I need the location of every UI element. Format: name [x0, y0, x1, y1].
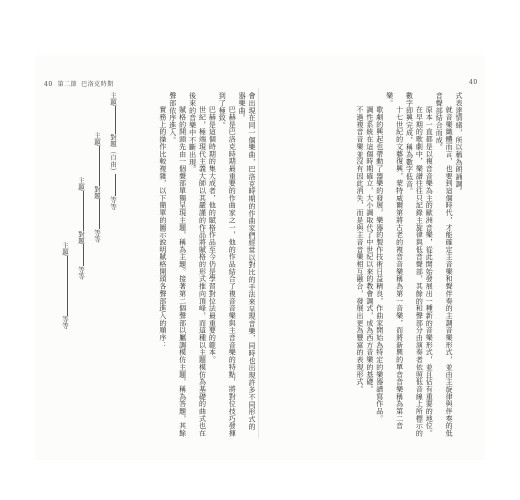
voice-label: 主題: [61, 242, 69, 256]
paragraph: 不過複音音樂並沒有因此消失，而是與主音音樂相互融合，發展出更為豐富的表現形式。: [355, 106, 364, 393]
paragraph: 巴赫是這個時期的集大成者，他的賦格作品至今仍是學習對位法最重要的範本。: [208, 106, 217, 364]
paragraph: 賦格的開頭先由一個聲部單獨呈現主題，稱為主題。接著第二個聲部以屬調模仿主題，稱為答題，其餘聲部依序進入。: [168, 92, 187, 437]
left-page-number: 40: [44, 81, 53, 88]
voice-3: [77, 177, 86, 280]
voice-trailing: 等等: [77, 266, 85, 280]
paragraph: 歌劇的興起也帶動了器樂的發展，樂器的製作技術日益精良，作曲家開始為特定的樂器譜寫作品。: [375, 106, 384, 423]
paragraph: 世紀，極端現代主義大師以其嚴謹的作品將賦格的形式推向頂峰，而這種以主題模仿為基礎的曲式也在後來的音樂中不斷出現。: [188, 92, 207, 437]
voice-sublabel: 對題（自由）: [109, 133, 117, 175]
paragraph: 巴赫是巴洛克時期最重要的作曲家之一，他的作品結合了複音音樂與主音音樂的特點，將對位技巧發揮到了極致。: [218, 92, 237, 437]
right-page-body: [270, 92, 463, 437]
right-page-number: 40: [469, 79, 478, 86]
voice-trailing: 等等: [109, 196, 117, 211]
paragraph: 式表達情緒，所以稱為朗誦調。: [455, 92, 463, 195]
left-chapter-title: 巴洛克時期: [81, 81, 114, 88]
voice-label: 主題: [109, 92, 117, 106]
voice-sublabel: 對題: [77, 230, 85, 245]
paragraph: 原本一直都是以複音音樂為主的歐洲音樂，從此開始發展出一種新的音樂形式，並且佔有重要的地位。: [425, 106, 434, 437]
paragraph: 在早期的歌劇中，樂譜往往只記錄主旋律與低音聲部，其餘的和聲部分由演奏者依照低音線上所標示的數字即興完成，稱為數字低音。: [405, 92, 424, 437]
voice-4: [61, 242, 70, 329]
voice-trailing: 等等: [61, 315, 69, 330]
left-chapter-label: 第二節: [57, 81, 78, 88]
voice-sublabel: 對題: [93, 185, 101, 200]
voice-2: [93, 132, 102, 243]
voice-label: 主題: [77, 177, 85, 191]
paragraph: 實務上的操作比較複雜，以下簡單的圖示說明賦格開頭各聲部進入的順序：: [158, 106, 167, 349]
paragraph: 會出現在同一個樂曲，巴洛克時期的作曲家們經常以對比的手法來呈現音樂，同時也出現許多不同形式的器樂曲。: [238, 92, 256, 431]
voice-label: 主題: [93, 132, 101, 146]
paragraph: 調性系統在這個時期確立，大小調取代了中世紀以來的教會調式，成為西方音樂的基礎。: [365, 106, 374, 393]
voice-trailing: 等等: [93, 229, 101, 243]
book-spine: [258, 88, 259, 438]
left-page-body: [124, 92, 256, 437]
fugue-entry-diagram: [56, 92, 118, 342]
paragraph: 十七世紀的文藝復興，蒙特威爾第將古老的複音音樂稱為第一音樂，而將新興的單音音樂稱為第二音樂。: [385, 92, 404, 430]
paragraph: 就音樂織體而言，也要到這個時代，才能確定主音樂和聲伴奏的主調音樂形式，並由主旋律與伴奏的低音聲部結合而成。: [435, 92, 454, 437]
left-page-header: [44, 79, 114, 88]
voice-1: [109, 92, 118, 210]
